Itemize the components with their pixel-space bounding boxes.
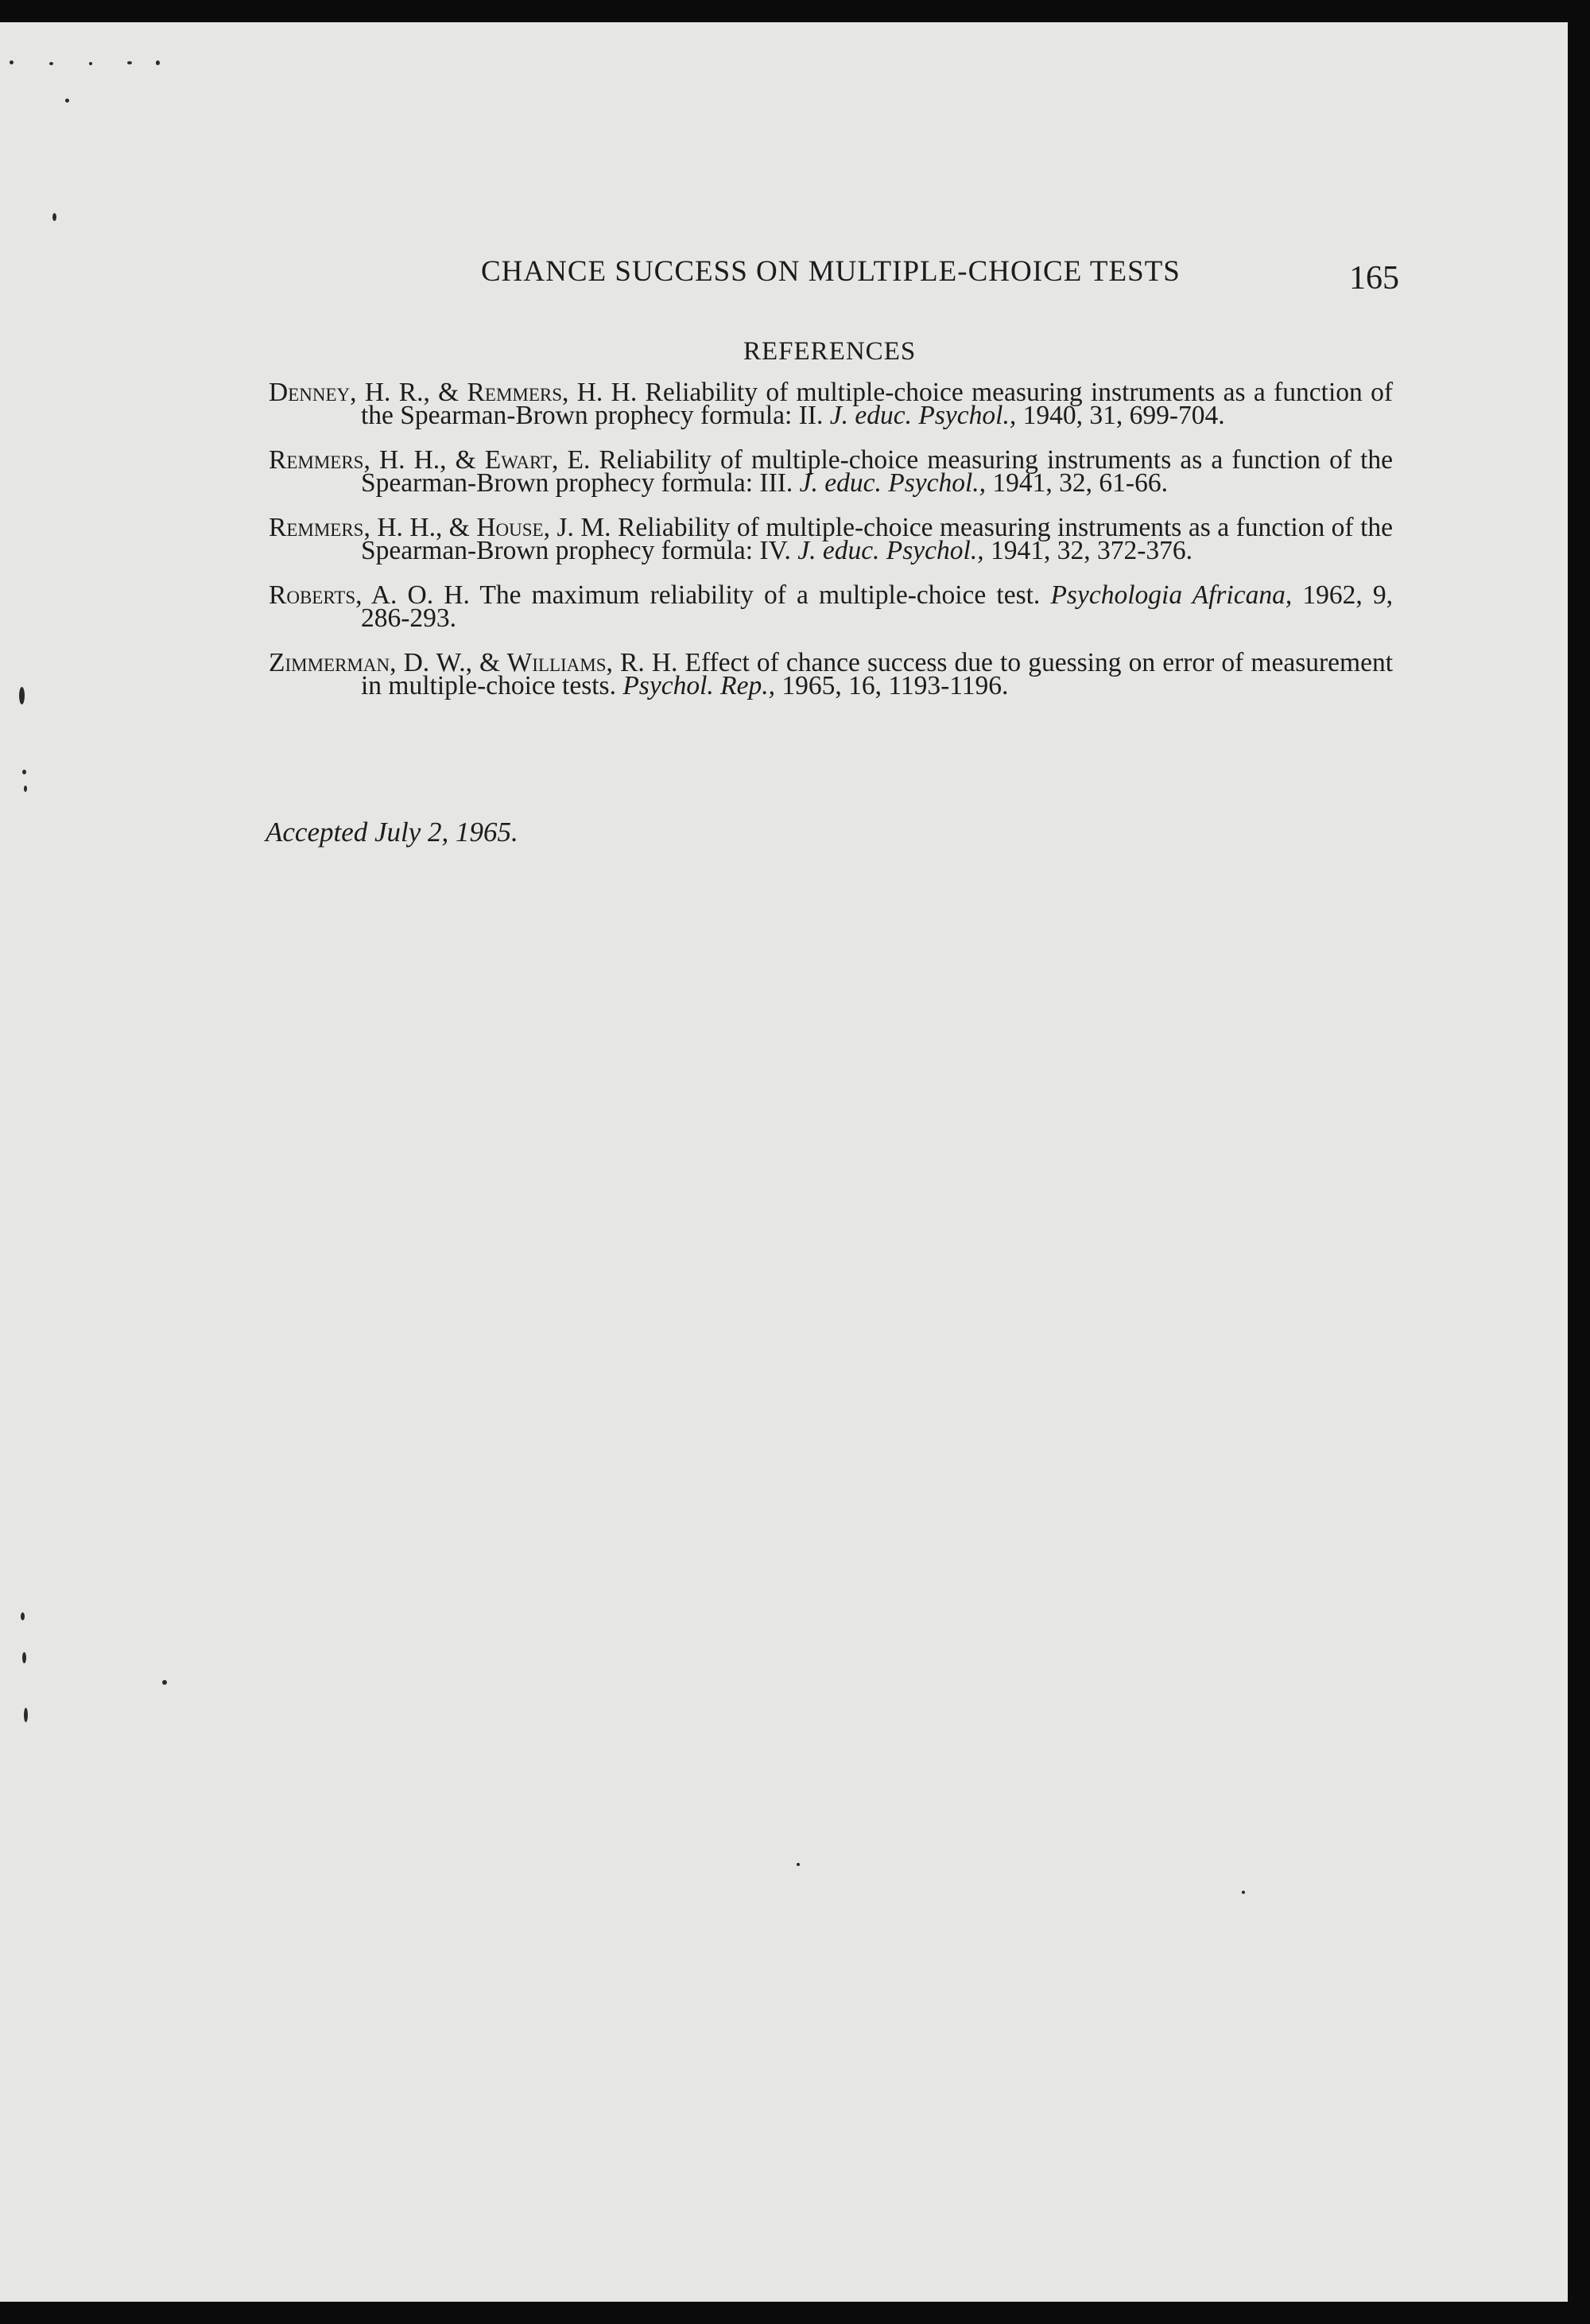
reference-journal: J. educ. Psychol.,: [797, 536, 984, 565]
reference-authors: Denney, H. R., & Remmers, H. H.: [269, 378, 638, 407]
scan-speck: [22, 1652, 26, 1663]
page-number: 165: [1349, 260, 1399, 297]
references-heading: REFERENCES: [743, 337, 917, 366]
reference-journal: J. educ. Psychol.,: [829, 401, 1017, 430]
reference-title: Reliability of multiple-choice measuring instruments as a function of the Spearman-Brown prophecy formula: IV.: [361, 513, 1393, 565]
scan-speck: [797, 1863, 800, 1866]
reference-authors: Zimmerman, D. W., & Williams, R. H.: [269, 648, 678, 677]
scan-speck: [24, 1708, 28, 1722]
scan-speck: [21, 1612, 25, 1620]
scan-speck: [22, 770, 26, 774]
reference-journal: Psychol. Rep.,: [622, 671, 775, 700]
page: [0, 22, 1568, 2302]
scan-speck: [10, 60, 14, 64]
reference-item: [269, 513, 1393, 565]
scan-speck: [89, 62, 92, 65]
reference-authors: Remmers, H. H., & House, J. M.: [269, 513, 611, 542]
scan-speck: [65, 99, 69, 103]
reference-item: [269, 648, 1394, 700]
reference-details: 1962, 9, 286-293.: [361, 580, 1394, 633]
reference-item: [269, 580, 1394, 633]
reference-details: 1941, 32, 61-66.: [986, 468, 1168, 498]
scan-speck: [19, 687, 25, 704]
reference-item: [269, 378, 1393, 430]
scan-speck: [162, 1680, 167, 1685]
reference-list: [269, 378, 1394, 719]
scan-speck: [1242, 1891, 1245, 1894]
reference-title: Effect of chance success due to guessing on error of measurement in multiple-choice tests.: [361, 648, 1394, 700]
reference-title: Reliability of multiple-choice measuring instruments as a function of the Spearman-Brown prophecy formula: III.: [361, 445, 1393, 498]
scan-speck: [49, 62, 53, 65]
running-title: CHANCE SUCCESS ON MULTIPLE-CHOICE TESTS: [481, 255, 1181, 288]
running-header: [481, 254, 1399, 297]
reference-title: Reliability of multiple-choice measuring instruments as a function of the Spearman-Brown prophecy formula: II.: [361, 378, 1393, 430]
reference-authors: Remmers, H. H., & Ewart, E.: [269, 445, 591, 475]
reference-journal: Psychologia Africana,: [1050, 580, 1293, 610]
reference-details: 1965, 16, 1193-1196.: [774, 671, 1009, 700]
reference-item: [269, 445, 1393, 498]
scan-speck: [52, 213, 56, 221]
reference-details: 1941, 32, 372-376.: [983, 536, 1193, 565]
scan-speck: [127, 61, 132, 64]
accepted-date: Accepted July 2, 1965.: [266, 817, 518, 848]
scan-speck: [24, 786, 27, 792]
scan-speck: [156, 60, 160, 65]
reference-details: 1940, 31, 699-704.: [1016, 401, 1225, 430]
reference-journal: J. educ. Psychol.,: [799, 468, 987, 498]
reference-authors: Roberts, A. O. H.: [269, 580, 470, 610]
reference-title: The maximum reliability of a multiple-choice test.: [469, 580, 1051, 610]
